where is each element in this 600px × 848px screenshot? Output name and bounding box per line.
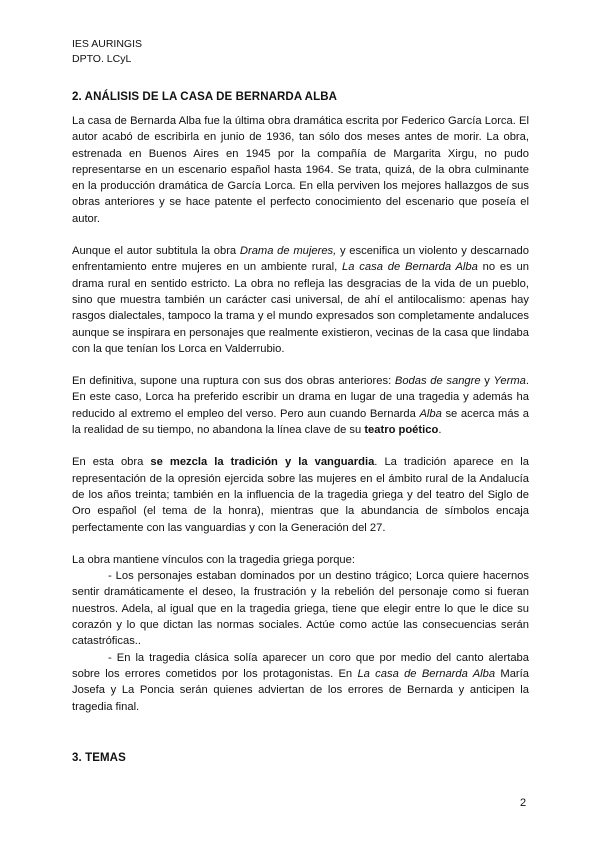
- text-span: En esta obra: [72, 456, 151, 469]
- text-span: y: [480, 375, 494, 388]
- text-span: Aunque el autor subtitula la obra: [72, 245, 240, 258]
- text-span: En definitiva, supone una ruptura con sus dos obras anteriores:: [72, 375, 395, 388]
- header-school: IES AURINGIS: [72, 38, 143, 50]
- paragraph-3: [72, 373, 529, 438]
- text-span: se acerca más a la realidad de su tiempo, no abandona la línea clave de su: [72, 407, 530, 437]
- page-header: [72, 37, 142, 67]
- italic-title: Drama de mujeres,: [239, 245, 337, 258]
- bold-term: se mezcla la tradición y la vanguardia: [150, 456, 375, 469]
- bold-term: teatro poético: [364, 424, 439, 437]
- text-span: y escenifica un violento y descarnado enfrentamiento entre mujeres en un ambiente rural,: [72, 245, 529, 274]
- paragraph-1: La casa de Bernarda Alba fue la última obra dramática escrita por Federico García Lorca. El autor acabó de escribirla en junio de 1936, tan sólo dos meses antes de morir. La obra, estrenada en Buenos Aires en 1945 por la compañía de Margarita Xirgu, no pudo representarse en un escenario español hasta 1964. Se trata, quizá, de la obra culminante en la producción dramática de García Lorca. En ella perviven los mejores hallazgos de sus obras anteriores y se hace patente el perfecto conocimiento del escenario que poseía el autor.: [72, 115, 529, 225]
- italic-title: Alba: [419, 407, 442, 420]
- header-department: DPTO. LCyL: [72, 53, 132, 65]
- text-span: - En la tragedia clásica solía aparecer un coro que por medio del canto alertaba sobre los errores cometidos por los protagonistas. En: [72, 651, 529, 680]
- page-number: 2: [520, 797, 527, 809]
- text-span: . En este caso, Lorca ha preferido escribir un drama en lugar de una tragedia y además ha reducido al extremo el empleo del verso. Pero aun cuando Bernarda: [72, 375, 529, 420]
- text-span: María Josefa y La Poncia serán quienes adviertan de los errores de Bernarda y anticipen la tragedia final.: [72, 667, 529, 713]
- italic-title: Yerma: [493, 375, 526, 388]
- italic-title: La casa de Bernarda Alba: [342, 261, 478, 274]
- italic-title: La casa de Bernarda Alba: [357, 667, 496, 680]
- section-heading-analysis: 2. ANÁLISIS DE LA CASA DE BERNARDA ALBA: [72, 91, 338, 103]
- text-span: no es un drama rural en sentido estricto. La obra no refleja las desgracias de la vida de un pueblo, sino que muestra también un carácter casi universal, de ahí el antilocalismo: apenas hay rasgos dialectales, tampoco la trama y el mundo expresados son completamente andaluces aunque se inspirara en personajes que realmente existieron, vecinas de la casa que lindaba con la que tenían los Lorca en Valderrubio.: [72, 261, 530, 355]
- paragraph-2: [72, 243, 529, 357]
- text-span: . La tradición aparece en la representación de la opresión ejercida sobre las mujeres en el ámbito rural de la Andalucía de los años treinta; también en la influencia de la tragedia griega y del teatro del Siglo de Oro español (el tema de la honra), mientras que la abundancia de símbolos encaja perfectamente con las vanguardias y con la Generación del 27.: [72, 456, 529, 534]
- paragraph-4: [72, 454, 529, 535]
- list-item-chorus: [72, 650, 529, 715]
- italic-title: Bodas de sangre: [394, 375, 481, 388]
- section-body: [72, 113, 529, 715]
- section-heading-themes: 3. TEMAS: [72, 752, 126, 764]
- text-span: .: [438, 424, 442, 437]
- paragraph-5-intro: La obra mantiene vínculos con la tragedia griega porque:: [72, 553, 355, 566]
- list-item-destiny: - Los personajes estaban dominados por un destino trágico; Lorca quiere hacernos sentir dramáticamente el deseo, la frustración y la rebelión del personaje como si fueran nuestros. Adela, al igual que en la tragedia griega, tiene que elegir entre lo que le dice su corazón y lo que dictan las normas sociales. Actúe como actúe las consecuencias serán catastróficas..: [72, 570, 529, 648]
